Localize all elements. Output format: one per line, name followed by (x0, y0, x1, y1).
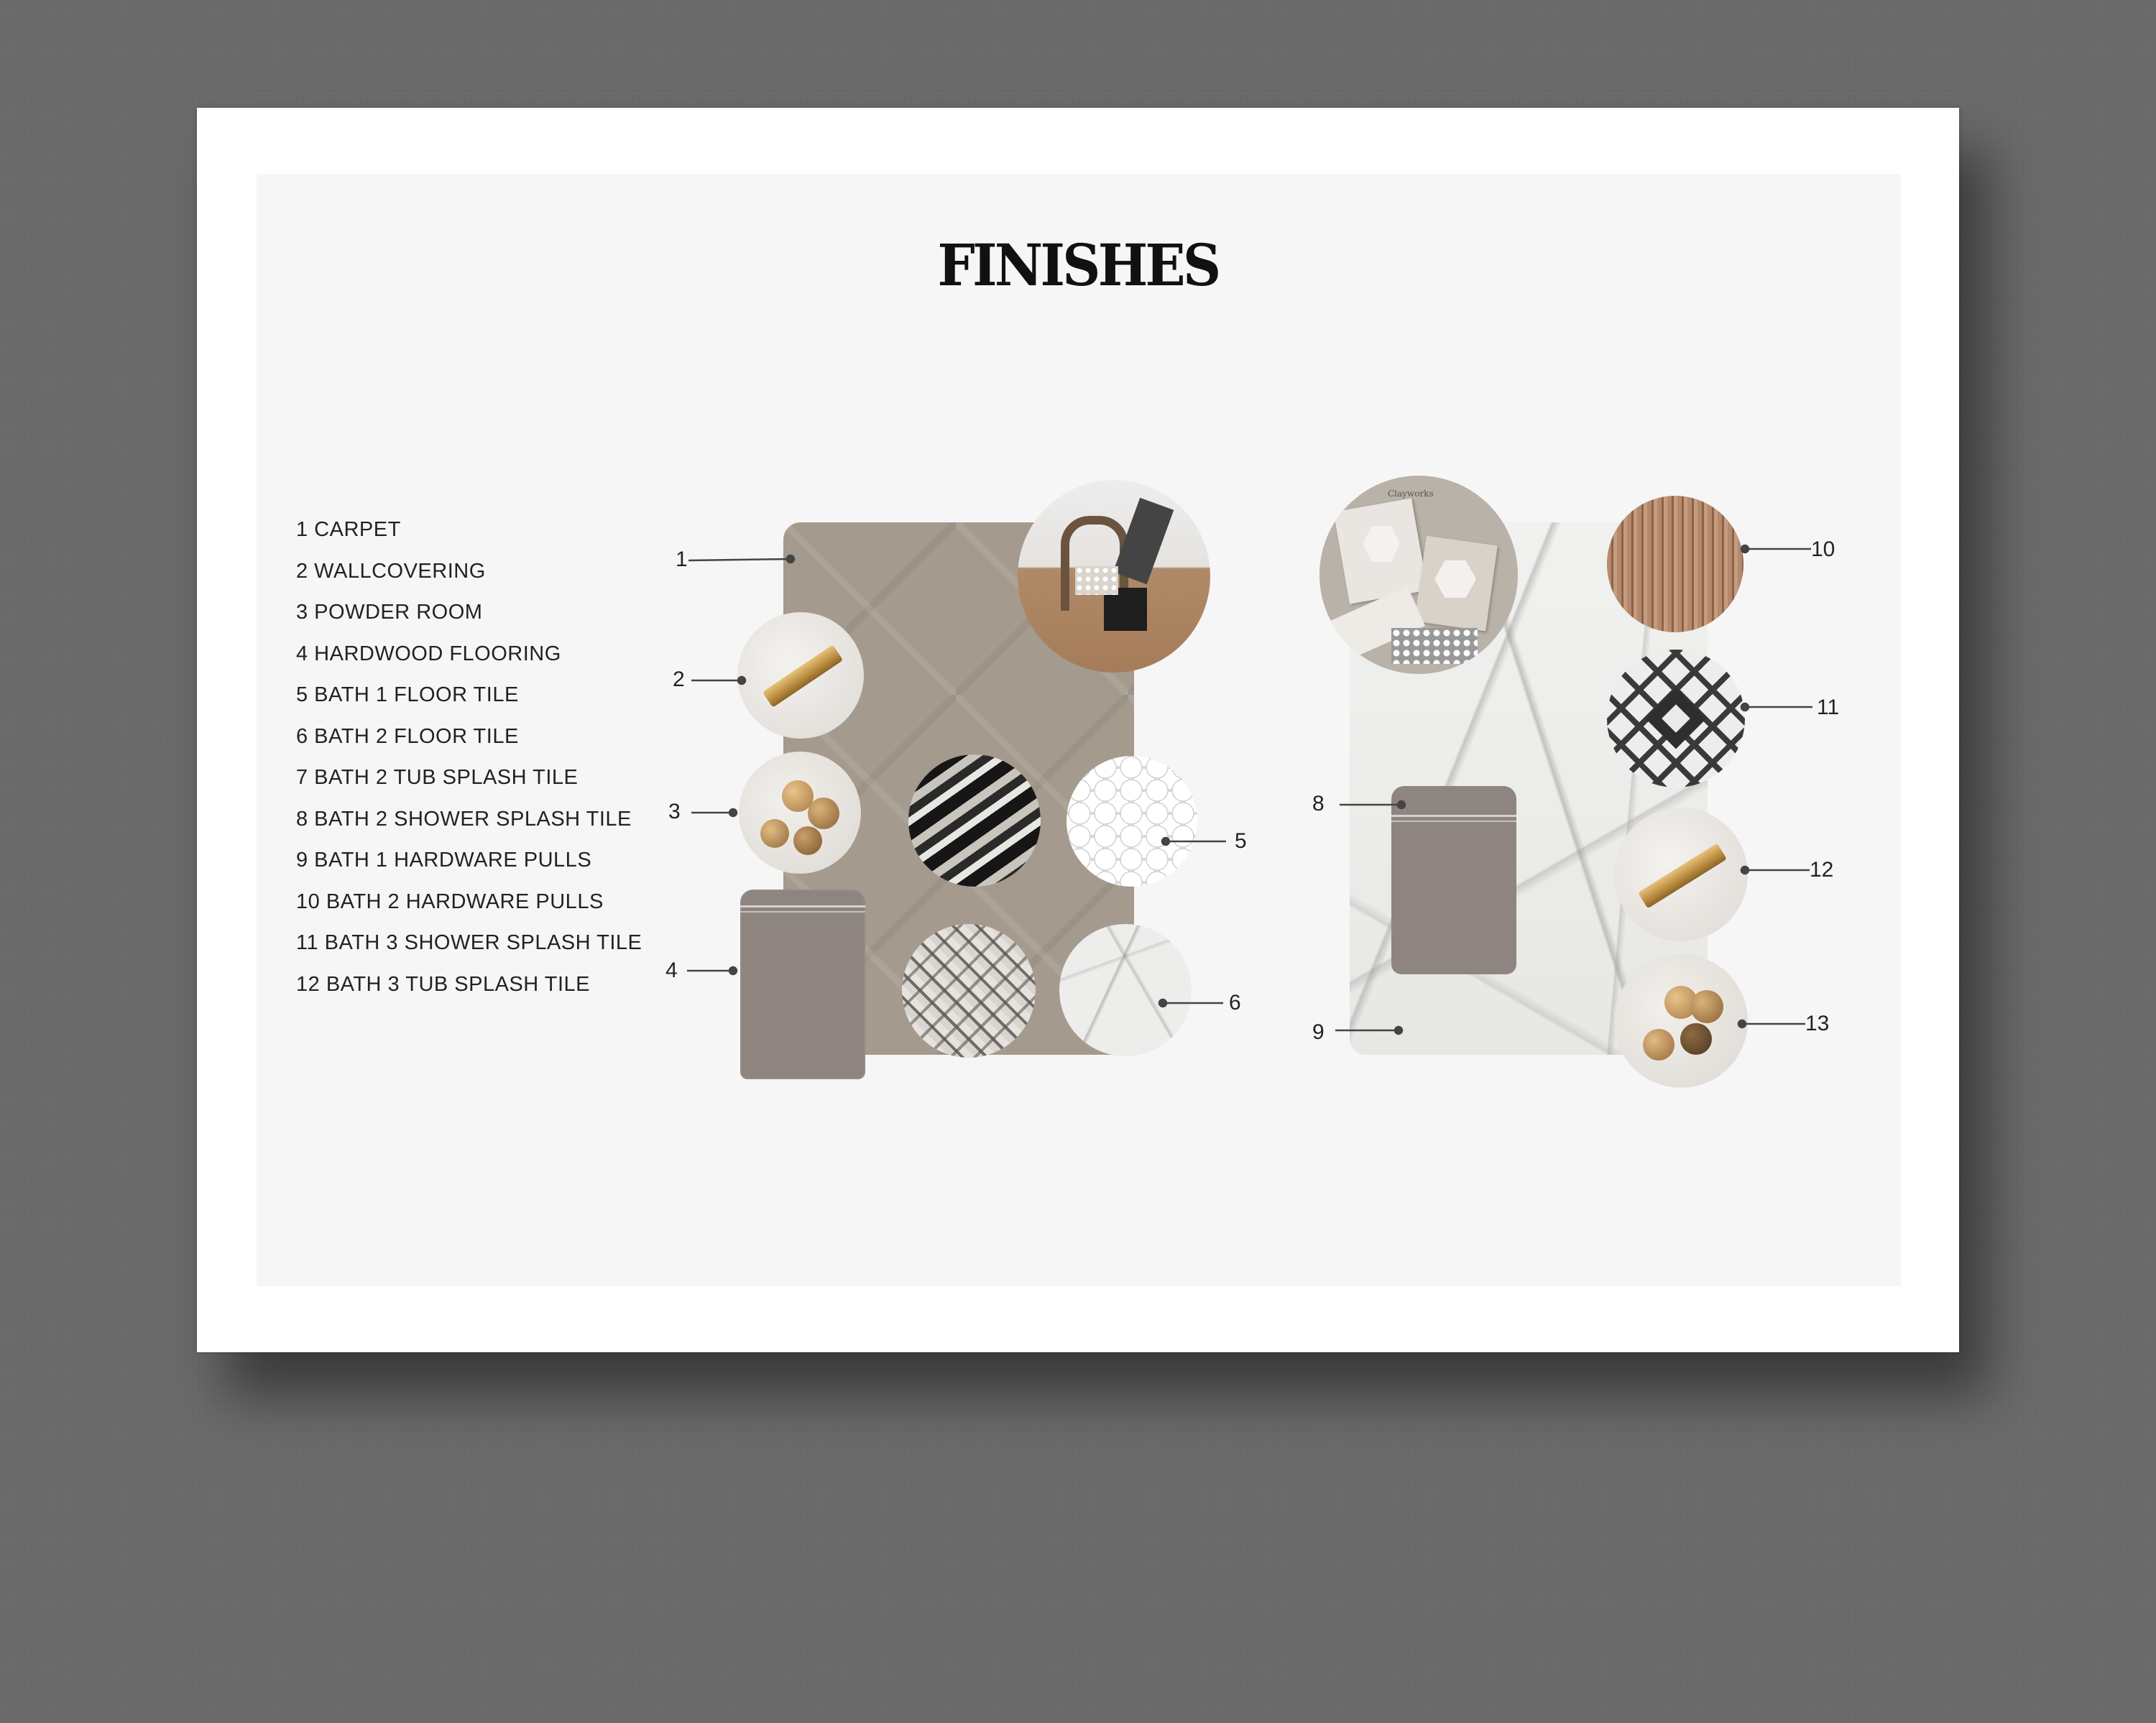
callout-number-11: 11 (1817, 696, 1840, 719)
legend-item: 10 BATH 2 HARDWARE PULLS (296, 890, 604, 913)
callout-number-2: 2 (673, 668, 685, 691)
callout-number-6: 6 (1229, 991, 1241, 1015)
callout-number-9: 9 (1312, 1020, 1325, 1044)
legend-item: 6 BATH 2 FLOOR TILE (296, 724, 519, 748)
legend-item: 9 BATH 1 HARDWARE PULLS (296, 849, 592, 872)
callout-number-13: 13 (1805, 1012, 1830, 1035)
tile-box-label: Clayworks (1388, 489, 1434, 499)
callout-number-10: 10 (1811, 537, 1835, 561)
callout-number-12: 12 (1810, 858, 1834, 882)
legend-item: 2 WALLCOVERING (296, 559, 486, 583)
callout-number-4: 4 (665, 958, 678, 982)
callout-number-1: 1 (676, 548, 688, 571)
callout-number-8: 8 (1312, 792, 1325, 816)
legend-item: 1 CARPET (296, 518, 401, 541)
legend-item: 8 BATH 2 SHOWER SPLASH TILE (296, 807, 632, 831)
legend-item: 12 BATH 3 TUB SPLASH TILE (296, 972, 590, 996)
legend-item: 4 HARDWOOD FLOORING (296, 642, 561, 665)
page-title: FINISHES (937, 231, 1219, 299)
legend-item: 7 BATH 2 TUB SPLASH TILE (296, 766, 579, 789)
legend-item: 5 BATH 1 FLOOR TILE (296, 683, 519, 706)
legend-item: 11 BATH 3 SHOWER SPLASH TILE (296, 931, 642, 954)
legend-item: 3 POWDER ROOM (296, 601, 483, 624)
callout-number-5: 5 (1235, 829, 1247, 853)
callout-number-3: 3 (668, 800, 681, 823)
